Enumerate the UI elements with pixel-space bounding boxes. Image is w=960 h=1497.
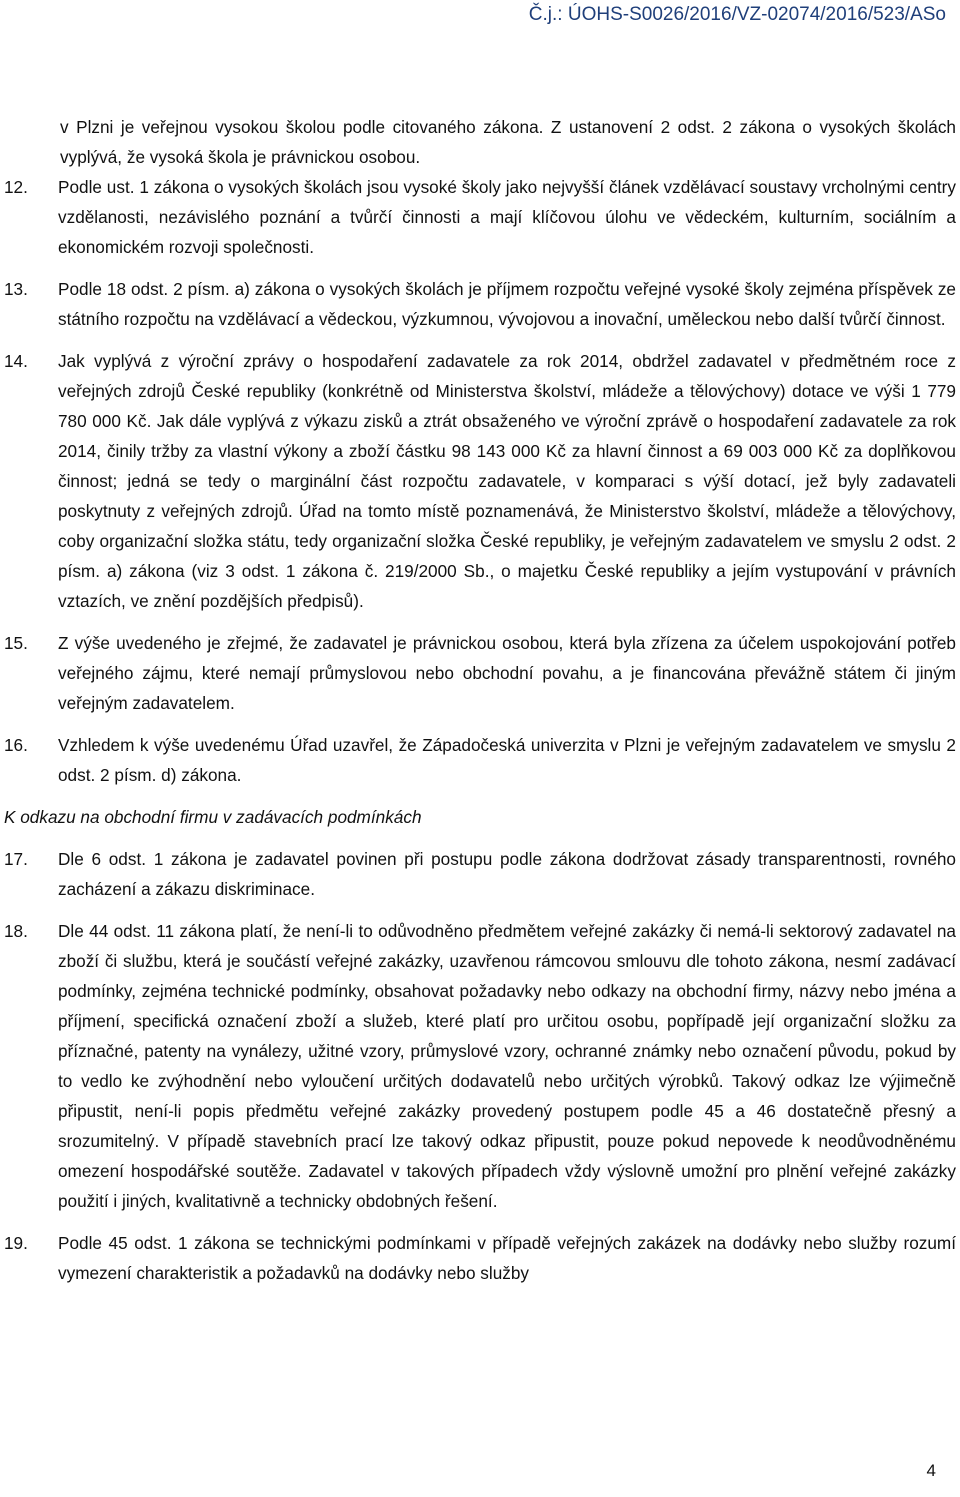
document-reference-header: Č.j.: ÚOHS-S0026/2016/VZ-02074/2016/523/ASo [528,4,946,25]
section-heading: K odkazu na obchodní firmu v zadávacích podmínkách [4,807,422,827]
paragraph-text: Podle ust. 1 zákona o vysokých školách jsou vysoké školy jako nejvyšší článek vzdělávací soustavy vrcholnými centry vzdělanosti, nezávislého poznání a tvůrčí činnosti a mají klíčovou úlohu ve vědeckém, kulturním, sociálním a ekonomickém rozvoji společnosti. [58,177,956,257]
paragraph-number: 12. [4,177,28,197]
paragraph-17 [4,844,956,904]
paragraph-16 [4,730,956,790]
paragraph-13 [4,274,956,334]
paragraph-intro [60,112,956,172]
paragraph-text: Vzhledem k výše uvedenému Úřad uzavřel, že Západočeská univerzita v Plzni je veřejným zadavatelem ve smyslu 2 odst. 2 písm. d) zákona. [58,735,956,785]
paragraph-text: Dle 44 odst. 11 zákona platí, že není-li to odůvodněno předmětem veřejné zakázky či nemá-li sektorový zadavatel na zboží či službu, která je součástí veřejné zakázky, uzavřenou rámcovou smlouvu dle tohoto zákona, nesmí zadávací podmínky, zejména technické podmínky, obsahovat požadavky nebo odkazy na obchodní firmy, názvy nebo jména a příjmení, specifická označení zboží a služeb, které platí pro určitou osobu, popřípadě její organizační složku za příznačné, patenty na vynálezy, užitné vzory, průmyslové vzory, ochranné známky nebo označení původu, pokud by to vedlo ke zvýhodnění nebo vyloučení určitých dodavatelů nebo určitých výrobků. Takový odkaz lze výjimečně připustit, není-li popis předmětu veřejné zakázky provedený postupem podle 45 a 46 dostatečně přesný a srozumitelný. V případě stavebních prací lze takový odkaz připustit, pouze pokud nepovede k neodůvodněnému omezení hospodářské soutěže. Zadavatel v takových případech vždy výslovně umožní pro plnění veřejné zakázky použití i jiných, kvalitativně a technicky obdobných řešení. [58,921,956,1211]
paragraph-14 [4,346,956,616]
paragraph-text: Podle 18 odst. 2 písm. a) zákona o vysokých školách je příjmem rozpočtu veřejné vysoké školy zejména příspěvek ze státního rozpočtu na vzdělávací a vědeckou, výzkumnou, vývojovou a inovační, uměleckou nebo další tvůrčí činnost. [58,279,956,329]
document-body [4,112,956,1300]
page-number: 4 [926,1461,936,1480]
paragraph-number: 17. [4,849,28,869]
paragraph-number: 19. [4,1233,28,1253]
paragraph-19 [4,1228,956,1288]
paragraph-number: 16. [4,735,28,755]
paragraph-18 [4,916,956,1216]
paragraph-text: Podle 45 odst. 1 zákona se technickými podmínkami v případě veřejných zakázek na dodávky nebo služby rozumí vymezení charakteristik a požadavků na dodávky nebo služby [58,1233,956,1283]
paragraph-text: v Plzni je veřejnou vysokou školou podle citovaného zákona. Z ustanovení 2 odst. 2 zákona o vysokých školách vyplývá, že vysoká škola je právnickou osobou. [60,117,956,167]
paragraph-12 [4,172,956,262]
paragraph-number: 14. [4,351,28,371]
paragraph-text: Z výše uvedeného je zřejmé, že zadavatel je právnickou osobou, která byla zřízena za účelem uspokojování potřeb veřejného zájmu, které nemají průmyslovou nebo obchodní povahu, a je financována převážně státem či jiným veřejným zadavatelem. [58,633,956,713]
paragraph-15 [4,628,956,718]
paragraph-number: 13. [4,279,28,299]
paragraph-text: Jak vyplývá z výroční zprávy o hospodaření zadavatele za rok 2014, obdržel zadavatel v předmětném roce z veřejných zdrojů České republiky (konkrétně od Ministerstva školství, mládeže a tělovýchovy) dotace ve výši 1 779 780 000 Kč. Jak dále vyplývá z výkazu zisků a ztrát obsaženého ve výroční zprávě o hospodaření zadavatele za rok 2014, činily tržby za vlastní výkony a zboží částku 98 143 000 Kč za hlavní činnost a 69 003 000 Kč za doplňkovou činnost; jedná se tedy o marginální část rozpočtu zadavatele, v komparaci s výší dotací, jež byly zadavateli poskytnuty z veřejných zdrojů. Úřad na tomto místě poznamenává, že Ministerstvo školství, mládeže a tělovýchovy, coby organizační složka státu, tedy organizační složka České republiky, je veřejným zadavatelem ve smyslu 2 odst. 2 písm. a) zákona (viz 3 odst. 1 zákona č. 219/2000 Sb., o majetku České republiky a jejím vystupování v právních vztazích, ve znění pozdějších předpisů). [58,351,956,611]
paragraph-number: 18. [4,921,28,941]
paragraph-text: Dle 6 odst. 1 zákona je zadavatel povinen při postupu podle zákona dodržovat zásady transparentnosti, rovného zacházení a zákazu diskriminace. [58,849,956,899]
paragraph-number: 15. [4,633,28,653]
